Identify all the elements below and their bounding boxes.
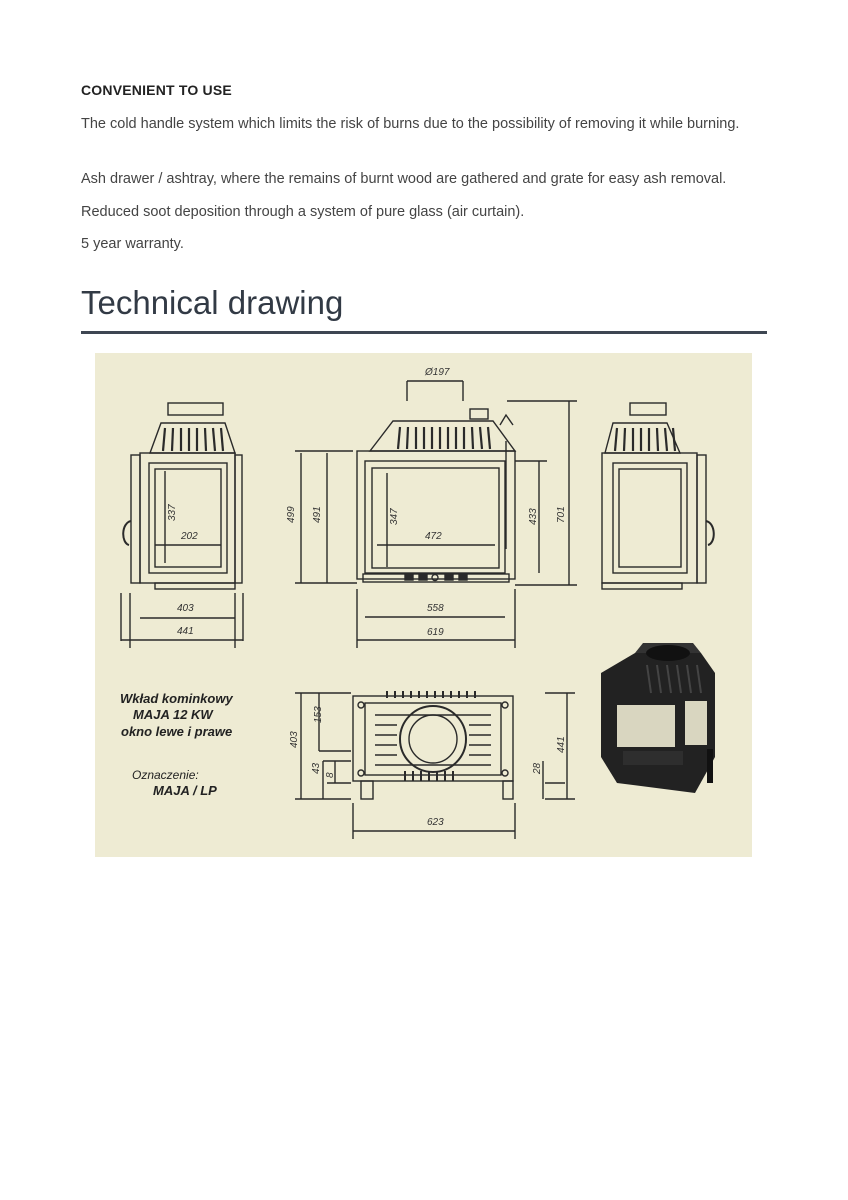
dim-491: 491 xyxy=(312,506,323,523)
technical-drawing-title: Technical drawing xyxy=(81,284,344,321)
dim-153: 153 xyxy=(313,706,324,723)
technical-drawing xyxy=(95,353,752,857)
dim-499: 499 xyxy=(286,506,297,523)
dim-441-top: 441 xyxy=(556,736,567,753)
dim-433: 433 xyxy=(528,508,539,525)
caption-designation-value: MAJA / LP xyxy=(153,783,217,798)
dim-403-side: 403 xyxy=(177,603,194,614)
dim-701: 701 xyxy=(556,506,567,523)
dim-flue-diameter: Ø197 xyxy=(425,367,450,378)
dim-337: 337 xyxy=(167,504,178,521)
paragraph-cold-handle: The cold handle system which limits the risk of burns due to the possibility of removing it while burning. xyxy=(81,116,740,132)
dim-43: 43 xyxy=(311,762,322,774)
caption-product-type: Wkład kominkowy xyxy=(120,691,233,706)
caption-model-power: MAJA 12 KW xyxy=(133,707,213,722)
dim-619: 619 xyxy=(427,627,444,638)
dim-623: 623 xyxy=(427,817,444,828)
dim-403-top: 403 xyxy=(289,731,300,748)
dim-202: 202 xyxy=(181,531,198,542)
dim-441-side: 441 xyxy=(177,626,194,637)
dim-558: 558 xyxy=(427,603,444,614)
caption-window-config: okno lewe i prawe xyxy=(121,724,233,739)
paragraph-ash-drawer: Ash drawer / ashtray, where the remains of burnt wood are gathered and grate for easy ash removal. xyxy=(81,171,727,187)
paragraph-soot-deposition: Reduced soot deposition through a system of pure glass (air curtain). xyxy=(81,204,525,220)
paragraph-warranty: 5 year warranty. xyxy=(81,236,184,252)
dim-8: 8 xyxy=(325,772,336,778)
dim-28: 28 xyxy=(532,762,543,774)
perspective-view xyxy=(601,643,715,793)
right-side-view xyxy=(602,403,714,589)
section-heading: CONVENIENT TO USE xyxy=(81,82,232,98)
dim-472: 472 xyxy=(425,531,442,542)
caption-designation-label: Oznaczenie: xyxy=(132,768,199,782)
dim-347: 347 xyxy=(389,508,400,525)
title-underline xyxy=(81,331,767,334)
